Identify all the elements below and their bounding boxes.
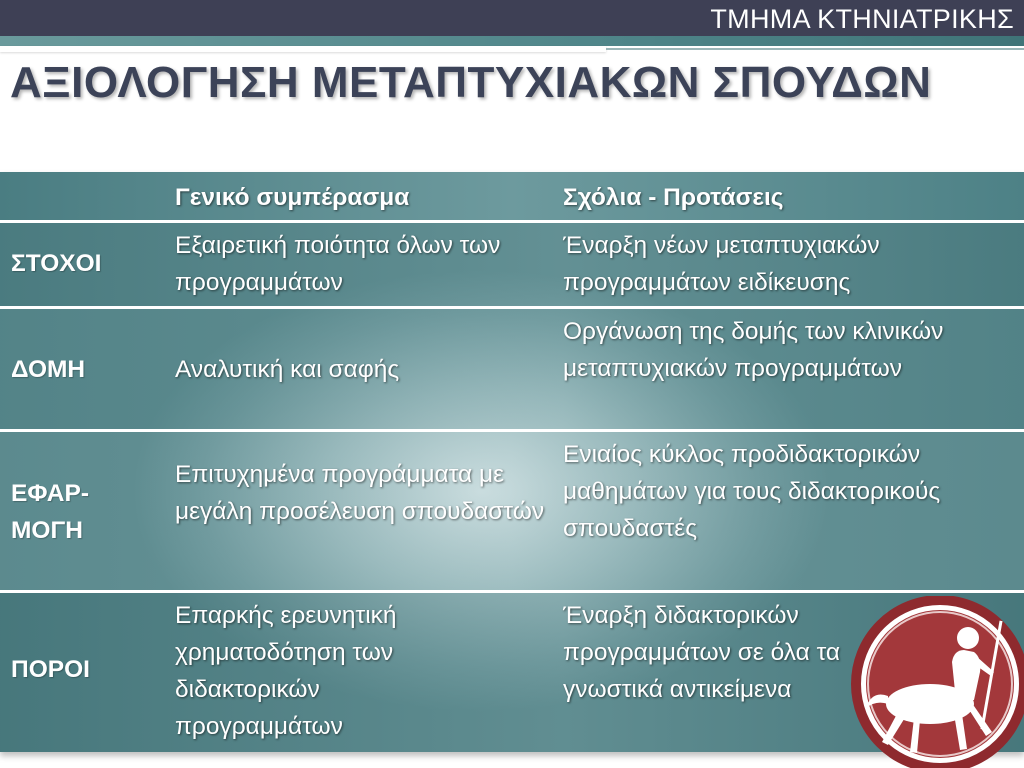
conclusion-cell: Αναλυτική και σαφής — [175, 356, 400, 383]
header-divider — [0, 46, 606, 52]
table-row — [0, 223, 1024, 309]
table-row — [0, 309, 1024, 432]
centaur-emblem-icon — [848, 596, 1024, 768]
conclusion-cell: Εξαιρετική ποιότητα όλων των προγραμμάτων — [175, 232, 501, 296]
header-accent-line — [0, 36, 1024, 46]
department-name: ΤΜΗΜΑ ΚΤΗΝΙΑΤΡΙΚΗΣ — [710, 4, 1014, 34]
comments-cell: Οργάνωση της δομής των κλινικών μεταπτυχιακών προγραμμάτων — [563, 318, 944, 382]
conclusion-cell: Επιτυχημένα προγράμματα με μεγάλη προσέλευση σπουδαστών — [175, 461, 545, 525]
row-label: ΕΦΑΡ-ΜΟΓΗ — [11, 480, 89, 544]
column-header-comments: Σχόλια - Προτάσεις — [563, 184, 784, 211]
comments-cell: Ενιαίος κύκλος προδιδακτορικών μαθημάτων για τους διδακτορικούς σπουδαστές — [563, 441, 941, 542]
comments-cell: Έναρξη νέων μεταπτυχιακών προγραμμάτων ειδίκευσης — [563, 232, 880, 296]
column-header-conclusion: Γενικό συμπέρασμα — [175, 184, 410, 211]
row-label: ΔΟΜΗ — [11, 356, 86, 383]
comments-cell: Έναρξη διδακτορικών προγραμμάτων σε όλα τα γνωστικά αντικείμενα — [563, 602, 841, 703]
row-label: ΠΟΡΟΙ — [11, 656, 90, 683]
conclusion-cell: Επαρκής ερευνητική χρηματοδότηση των διδακτορικών προγραμμάτων — [175, 602, 397, 740]
table-header-row — [0, 172, 1024, 223]
slide-title: ΑΞΙΟΛΟΓΗΣΗ ΜΕΤΑΠΤΥΧΙΑΚΩΝ ΣΠΟΥΔΩΝ — [10, 58, 932, 107]
header-thin-divider — [606, 48, 1024, 50]
table-row — [0, 432, 1024, 593]
row-label: ΣΤΟΧΟΙ — [11, 250, 102, 277]
